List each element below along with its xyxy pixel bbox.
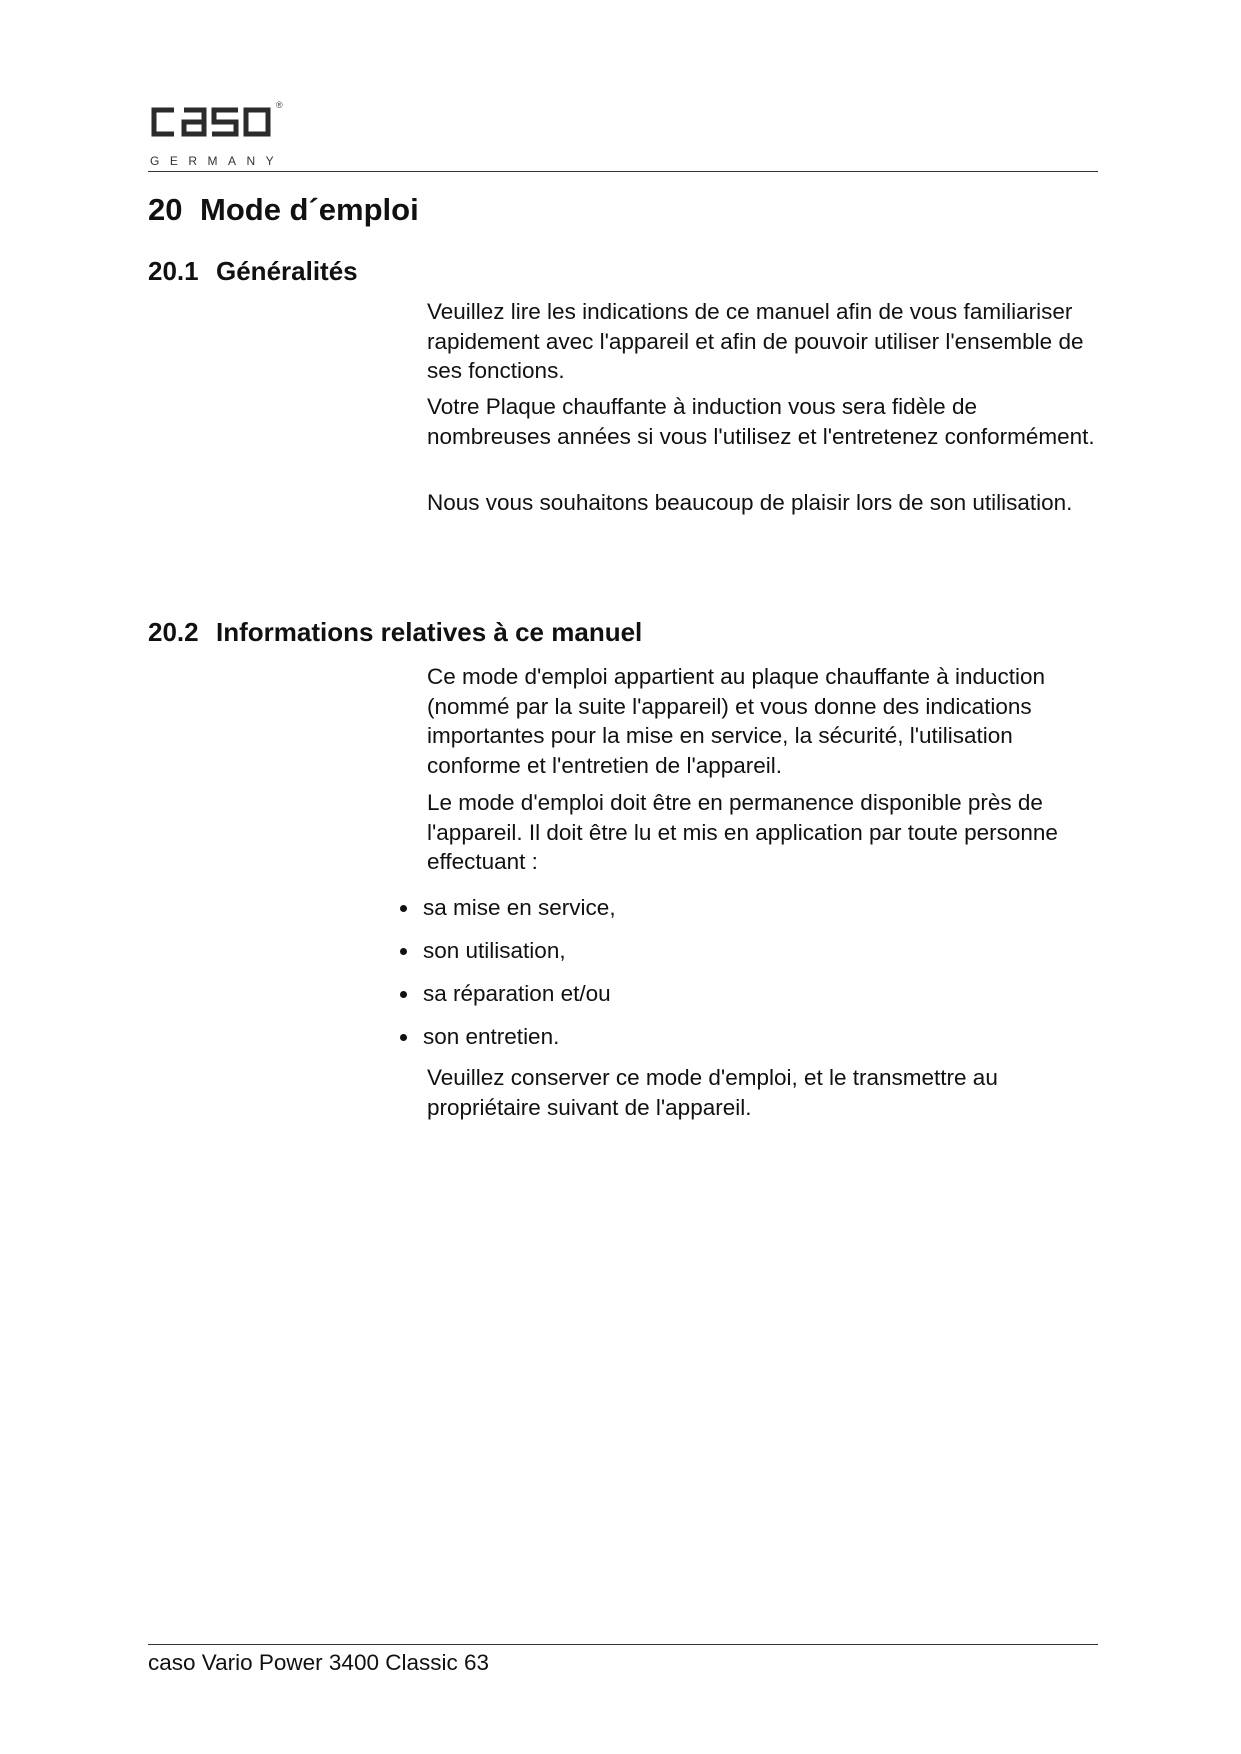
section-number: 20.2: [148, 617, 199, 647]
section-title: Mode d´emploi: [200, 192, 419, 227]
caso-logo-wordmark: [148, 104, 274, 140]
caso-logo: [148, 100, 286, 170]
paragraph: Nous vous souhaitons beaucoup de plaisir lors de son utilisation.: [427, 490, 1073, 515]
list-item-text: sa mise en service,: [423, 895, 616, 920]
bullet-icon: [400, 1034, 407, 1041]
paragraph: Le mode d'emploi doit être en permanence disponible près de l'appareil. Il doit être lu et mis en application par toute personne effectuant :: [427, 790, 1058, 874]
paragraph: Ce mode d'emploi appartient au plaque chauffante à induction (nommé par la suite l'appareil) et vous donne des indications importantes pour la mise en service, la sécurité, l'utilisation conforme et l'entretien de l'appareil.: [427, 664, 1046, 778]
paragraph: Veuillez conserver ce mode d'emploi, et le transmettre au propriétaire suivant de l'appareil.: [427, 1065, 998, 1120]
section-number: 20.1: [148, 256, 199, 286]
section-heading-20-1: [148, 256, 358, 287]
bullet-icon: [400, 948, 407, 955]
list-item-text: son utilisation,: [423, 938, 566, 963]
list-item-text: sa réparation et/ou: [423, 981, 611, 1006]
page-footer: caso Vario Power 3400 Classic 63: [148, 1650, 490, 1675]
section-title: Informations relatives à ce manuel: [216, 617, 643, 647]
section-title: Généralités: [216, 256, 358, 286]
list-item-text: son entretien.: [423, 1024, 560, 1049]
section-heading-20: [148, 192, 419, 228]
paragraph: Veuillez lire les indications de ce manuel afin de vous familiariser rapidement avec l'appareil et afin de pouvoir utiliser l'ensemble de ses fonctions.: [427, 299, 1084, 383]
registered-mark: ®: [276, 100, 283, 110]
footer-rule: [148, 1644, 1098, 1645]
logo-subtitle: GERMANY: [150, 154, 285, 168]
section-number: 20: [148, 192, 183, 227]
section-heading-20-2: [148, 617, 642, 648]
bullet-icon: [400, 991, 407, 998]
header-rule: [148, 171, 1098, 172]
bullet-icon: [400, 905, 407, 912]
paragraph: Votre Plaque chauffante à induction vous sera fidèle de nombreuses années si vous l'utilisez et l'entretenez conformément.: [427, 394, 1095, 449]
